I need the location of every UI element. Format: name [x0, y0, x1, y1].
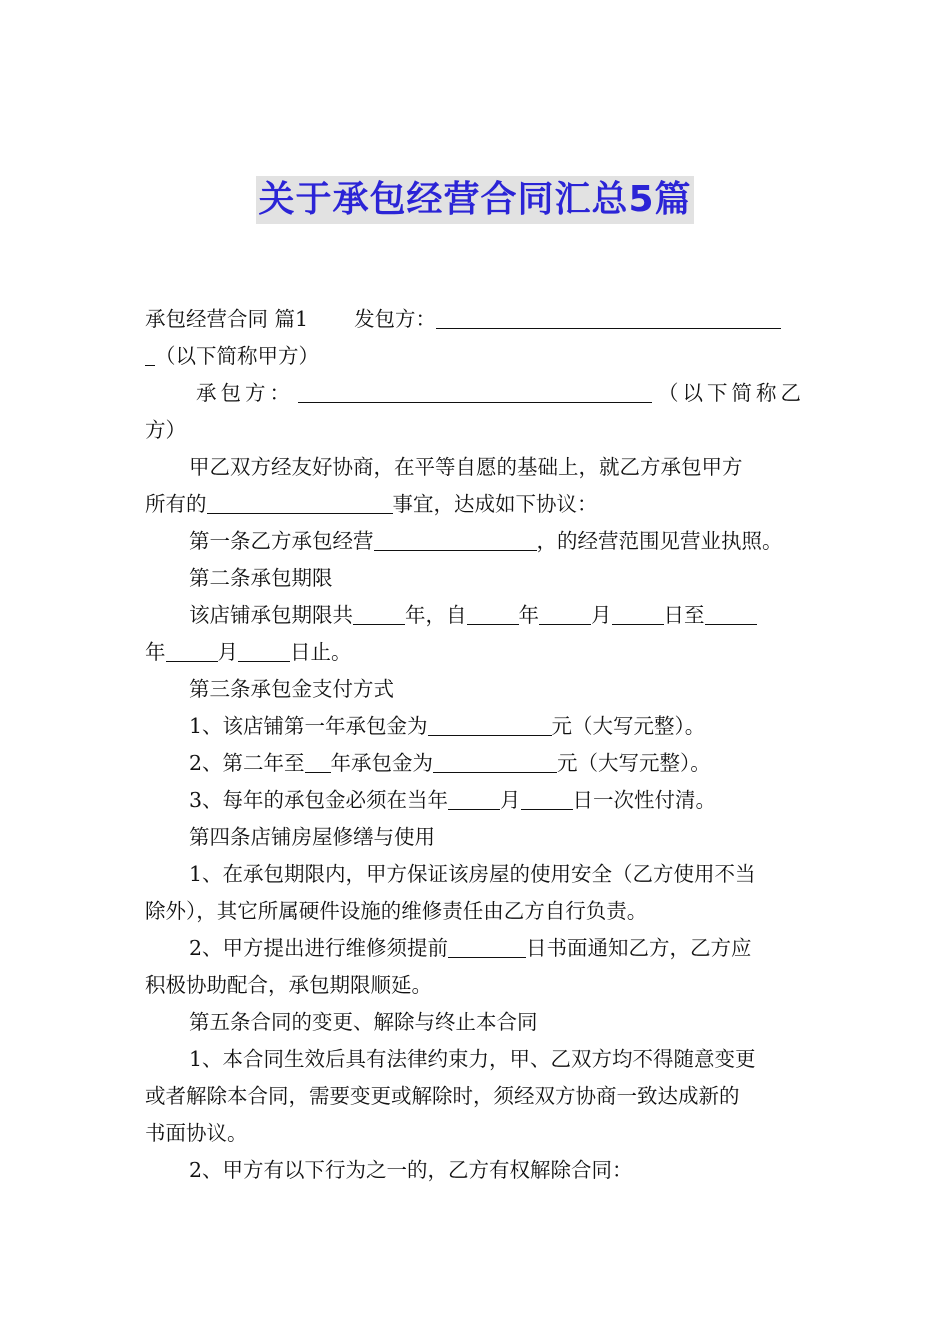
section-heading: 第二条承包期限	[189, 566, 333, 590]
document-title: 关于承包经营合同汇总5篇	[256, 176, 693, 224]
paragraph-line	[145, 745, 810, 782]
text-span: 3、每年的承包金必须在当年	[189, 788, 449, 812]
blank-field	[436, 304, 781, 329]
text-span: 年	[145, 640, 166, 664]
paragraph-line	[145, 560, 810, 597]
blank-field	[353, 600, 405, 625]
blank-field	[467, 600, 519, 625]
text-span: 除外），其它所属硬件设施的维修责任由乙方自行负责。	[145, 899, 648, 923]
text-span: 元（大写元整）。	[551, 714, 706, 738]
text-span: （以下简称乙	[658, 381, 805, 405]
text-span: 甲乙双方经友好协商，在平等自愿的基础上，就乙方承包甲方	[189, 455, 743, 479]
paragraph-line	[145, 856, 810, 893]
text-span: 月	[217, 640, 238, 664]
paragraph-line	[145, 819, 810, 856]
paragraph-line	[145, 597, 810, 634]
section-heading: 第五条合同的变更、解除与终止本合同	[189, 1010, 538, 1034]
text-span: 年承包金为	[330, 751, 434, 775]
paragraph-line	[145, 1041, 810, 1078]
party-b-label: 承包方：	[196, 381, 294, 405]
blank-field	[539, 600, 591, 625]
blank-field	[145, 341, 155, 366]
paragraph-line	[145, 375, 810, 412]
text-span: 事宜，达成如下协议：	[392, 492, 598, 516]
text-span: 书面协议。	[145, 1121, 248, 1145]
blank-field	[374, 526, 537, 551]
text-span: （以下简称甲方）	[155, 344, 319, 368]
paragraph-line	[145, 449, 810, 486]
text-span: 或者解除本合同，需要变更或解除时，须经双方协商一致达成新的	[145, 1084, 740, 1108]
blank-field	[705, 600, 757, 625]
text-span: 年，自	[405, 603, 467, 627]
section-heading: 第三条承包金支付方式	[189, 677, 394, 701]
text-span: 所有的	[145, 492, 207, 516]
contract-body	[145, 301, 810, 1189]
paragraph-line	[145, 1115, 810, 1152]
paragraph-line	[145, 1078, 810, 1115]
text-span: 2、甲方提出进行维修须提前	[189, 936, 449, 960]
paragraph-line	[145, 412, 810, 449]
text-span: 1、在承包期限内，甲方保证该房屋的使用安全（乙方使用不当	[189, 862, 756, 886]
text-span: 该店铺承包期限共	[189, 603, 353, 627]
paragraph-line	[145, 1152, 810, 1189]
text-span: 月	[500, 788, 521, 812]
blank-field	[448, 785, 500, 810]
text-span: 2、第二年至	[189, 751, 305, 775]
blank-field	[612, 600, 664, 625]
text-span: 1、该店铺第一年承包金为	[189, 714, 428, 738]
section-heading: 承包经营合同 篇1	[145, 307, 309, 331]
text-span: 日一次性付清。	[572, 788, 717, 812]
blank-field	[521, 785, 573, 810]
text-span: 日止。	[290, 640, 352, 664]
blank-field	[433, 748, 557, 773]
blank-field	[305, 748, 331, 773]
paragraph-line	[145, 930, 810, 967]
text-span: 年	[518, 603, 539, 627]
text-span: 日至	[663, 603, 705, 627]
paragraph-line	[145, 301, 810, 338]
paragraph-line	[145, 1004, 810, 1041]
text-span: 方）	[145, 418, 186, 442]
paragraph-line	[145, 967, 810, 1004]
text-span: 元（大写元整）。	[557, 751, 711, 775]
text-span: 月	[591, 603, 612, 627]
text-span: 2、甲方有以下行为之一的，乙方有权解除合同：	[189, 1158, 633, 1182]
text-span: 1、本合同生效后具有法律约束力，甲、乙双方均不得随意变更	[189, 1047, 756, 1071]
party-a-label: 发包方：	[354, 307, 437, 331]
blank-field	[448, 933, 526, 958]
text-span: 积极协助配合，承包期限顺延。	[145, 973, 432, 997]
blank-field	[298, 378, 652, 403]
paragraph-line	[145, 486, 810, 523]
paragraph-line	[145, 634, 810, 671]
text-span: 日书面通知乙方，乙方应	[526, 936, 752, 960]
paragraph-line	[145, 671, 810, 708]
paragraph-line	[145, 338, 810, 375]
blank-field	[207, 489, 393, 514]
paragraph-line	[145, 708, 810, 745]
section-heading: 第四条店铺房屋修缮与使用	[189, 825, 435, 849]
text-span: 第一条乙方承包经营	[189, 529, 374, 553]
title-container	[0, 176, 950, 224]
blank-field	[428, 711, 552, 736]
paragraph-line	[145, 782, 810, 819]
text-span: ，的经营范围见营业执照。	[536, 529, 783, 553]
blank-field	[166, 637, 218, 662]
paragraph-line	[145, 893, 810, 930]
blank-field	[238, 637, 290, 662]
paragraph-line	[145, 523, 810, 560]
